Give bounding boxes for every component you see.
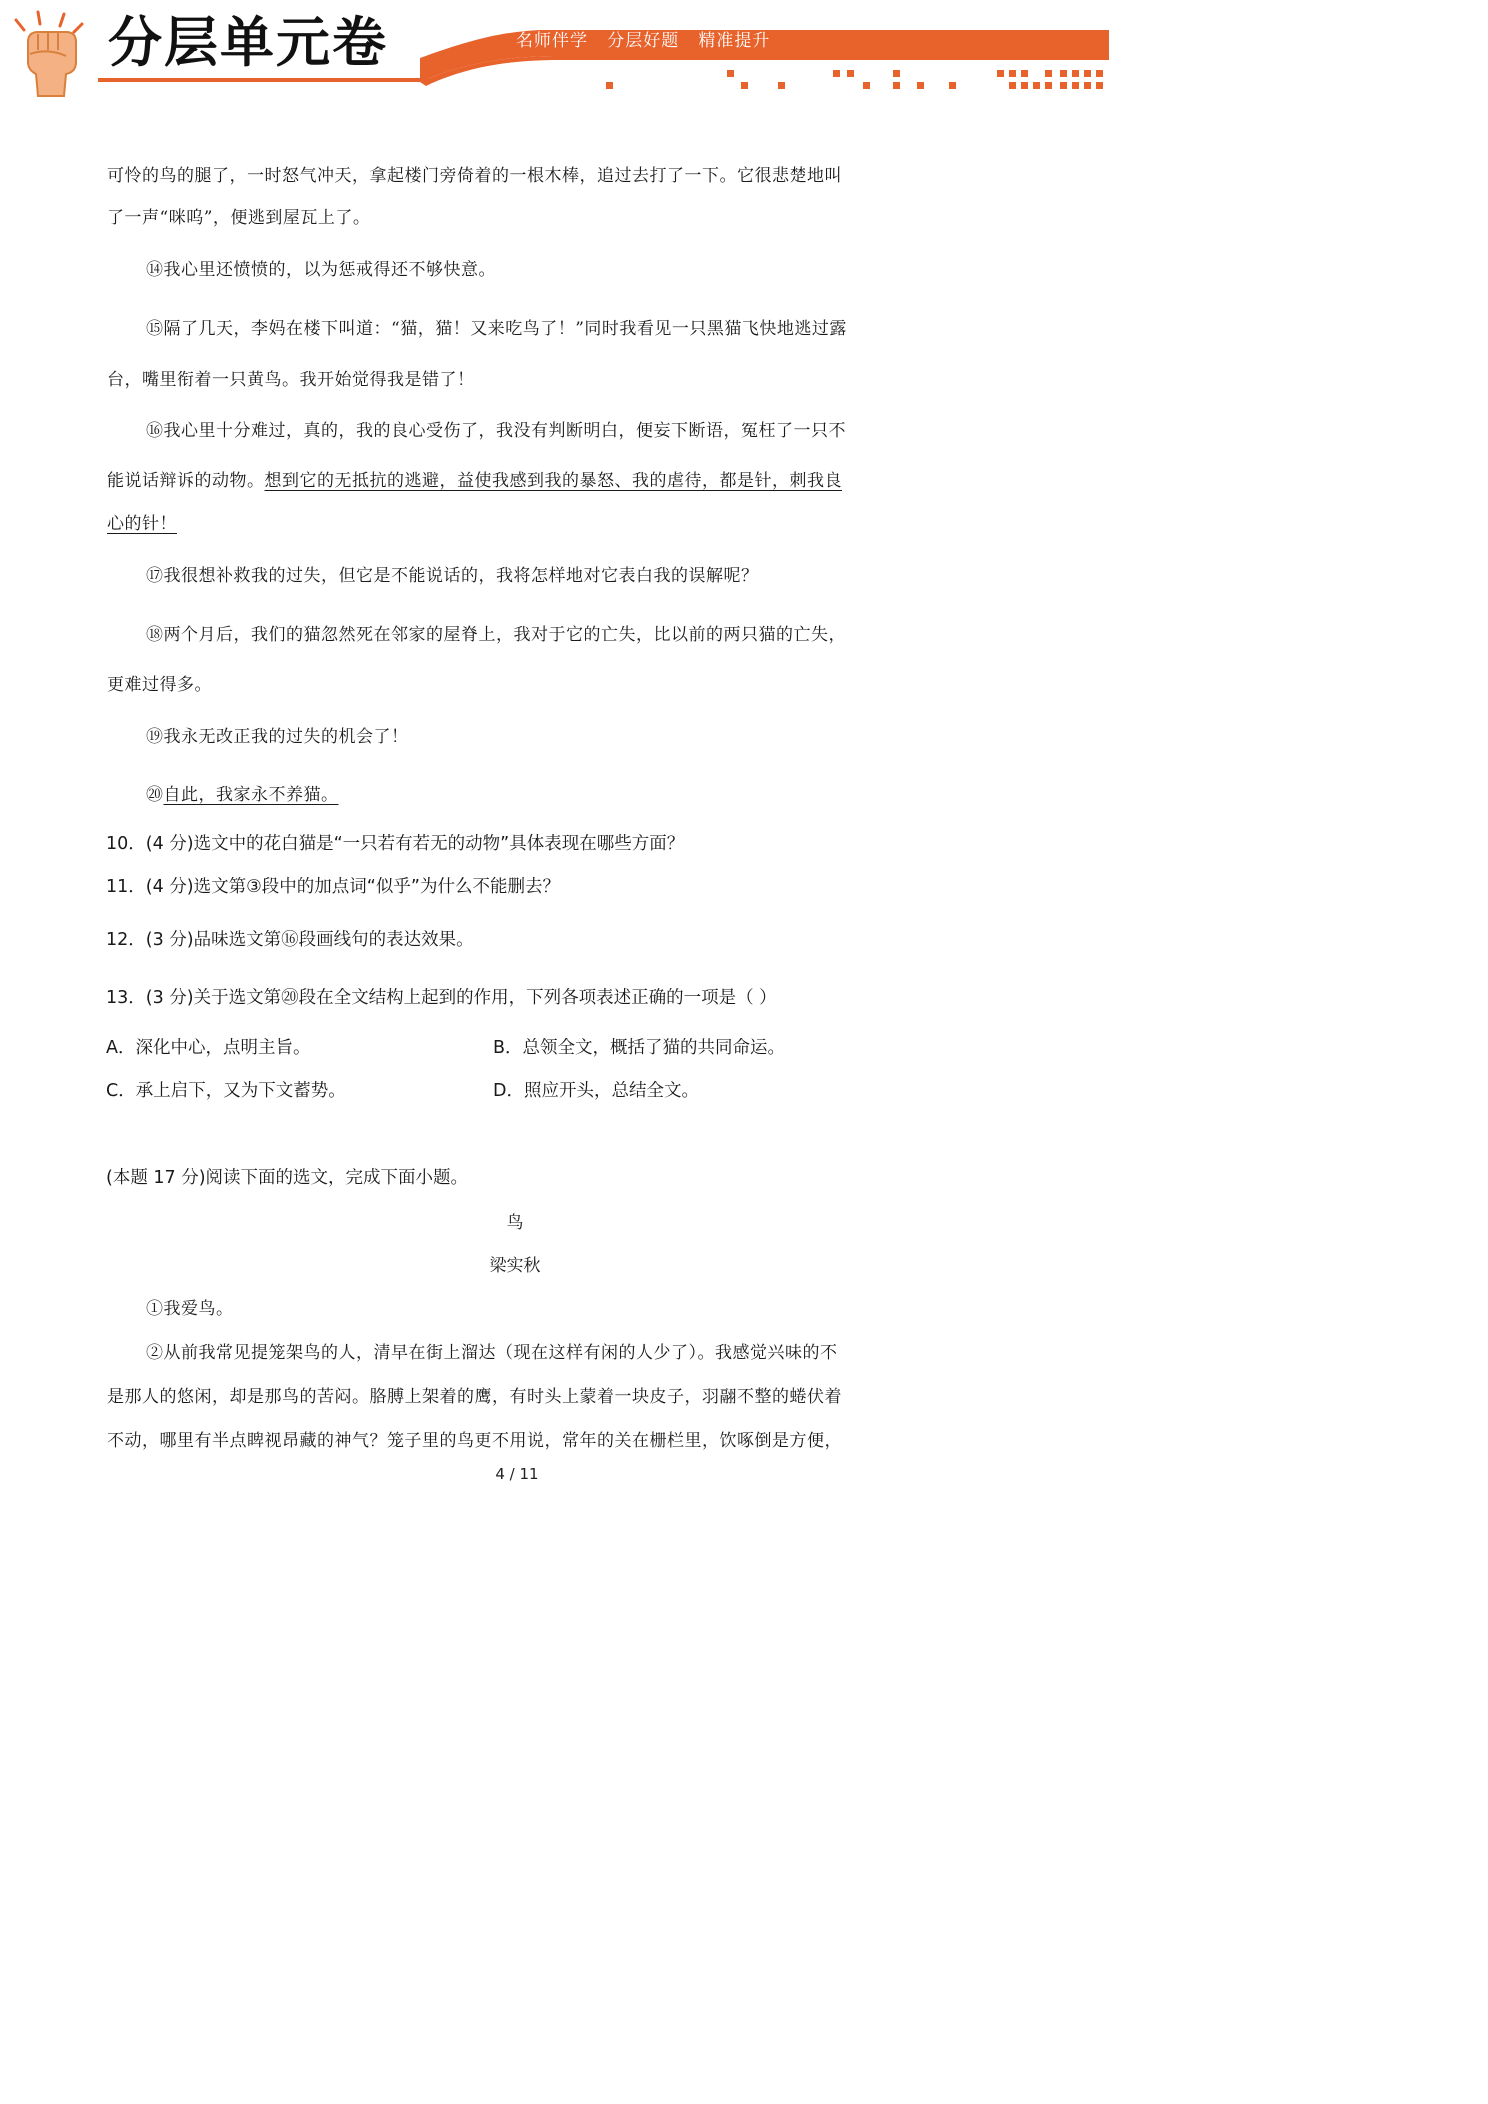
passage-line bbox=[107, 473, 925, 490]
passage-line: 不动，哪里有半点睥视昂藏的神气？笼子里的鸟更不用说，常年的关在栅栏里，饮啄倒是方便， bbox=[107, 1431, 842, 1451]
option-b[interactable]: B．总领全文，概括了猫的共同命运。 bbox=[493, 1038, 786, 1058]
passage-line: 更难过得多。 bbox=[107, 675, 212, 695]
paragraph-20 bbox=[146, 787, 964, 804]
header-slogan: 名师伴学 分层好题 精准提升 bbox=[516, 31, 771, 51]
question-10: 10．(4 分)选文中的花白猫是“一只若有若无的动物”具体表现在哪些方面？ bbox=[106, 834, 685, 854]
raised-fist-icon bbox=[8, 8, 92, 98]
passage-line bbox=[107, 516, 925, 533]
brand-title: 分层单元卷 bbox=[108, 11, 388, 74]
question-11: 11．(4 分)选文第③段中的加点词“似乎”为什么不能删去？ bbox=[106, 877, 560, 897]
passage-text: 能说话辩诉的动物。 bbox=[107, 471, 265, 491]
paragraph-2: ②从前我常见提笼架鸟的人，清早在街上溜达（现在这样有闲的人少了）。我感觉兴味的不 bbox=[146, 1343, 838, 1363]
paragraph-18: ⑱两个月后，我们的猫忽然死在邻家的屋脊上，我对于它的亡失，比以前的两只猫的亡失， bbox=[146, 625, 846, 645]
passage-line: 可怜的鸟的腿了，一时怒气冲天，拿起楼门旁倚着的一根木棒，追过去打了一下。它很悲楚地叫 bbox=[107, 166, 842, 186]
paragraph-14: ⑭我心里还愤愤的，以为惩戒得还不够快意。 bbox=[146, 260, 496, 280]
underlined-sentence: 自此，我家永不养猫。 bbox=[163, 785, 339, 805]
option-d[interactable]: D．照应开头，总结全文。 bbox=[493, 1081, 699, 1101]
question-13: 13．(3 分)关于选文第⑳段在全文结构上起到的作用，下列各项表述正确的一项是（ ） bbox=[106, 988, 777, 1008]
paragraph-15: ⑮隔了几天，李妈在楼下叫道：“猫，猫！又来吃鸟了！”同时我看见一只黑猫飞快地逃过露 bbox=[146, 319, 847, 339]
underlined-sentence: 想到它的无抵抗的逃避，益使我感到我的暴怒、我的虐待，都是针，刺我良 bbox=[264, 471, 842, 491]
article-title: 鸟 bbox=[506, 1213, 524, 1233]
passage-line: 台，嘴里衔着一只黄鸟。我开始觉得我是错了！ bbox=[107, 370, 475, 390]
paragraph-1: ①我爱鸟。 bbox=[146, 1299, 234, 1319]
paragraph-16: ⑯我心里十分难过，真的，我的良心受伤了，我没有判断明白，便妄下断语，冤枉了一只不 bbox=[146, 421, 846, 441]
article-author: 梁实秋 bbox=[489, 1256, 541, 1276]
underlined-sentence-end: 心的针！ bbox=[107, 514, 177, 534]
option-c[interactable]: C．承上启下，又为下文蓄势。 bbox=[106, 1081, 346, 1101]
question-12: 12．(3 分)品味选文第⑯段画线句的表达效果。 bbox=[106, 930, 474, 950]
passage-line: 是那人的悠闲，却是那鸟的苦闷。胳膊上架着的鹰，有时头上蒙着一块皮子，羽翮不整的蜷伏着 bbox=[107, 1387, 842, 1407]
paragraph-number: ⑳ bbox=[146, 785, 164, 805]
passage-line: 了一声“咪呜”，便逃到屋瓦上了。 bbox=[107, 208, 371, 228]
option-a[interactable]: A．深化中心，点明主旨。 bbox=[106, 1038, 311, 1058]
page-number: 4 / 11 bbox=[495, 1465, 539, 1483]
section-intro: (本题 17 分)阅读下面的选文，完成下面小题。 bbox=[106, 1168, 469, 1188]
paragraph-17: ⑰我很想补救我的过失，但它是不能说话的，我将怎样地对它表白我的误解呢？ bbox=[146, 566, 759, 586]
page-header bbox=[0, 0, 1109, 100]
paragraph-19: ⑲我永无改正我的过失的机会了！ bbox=[146, 727, 409, 747]
